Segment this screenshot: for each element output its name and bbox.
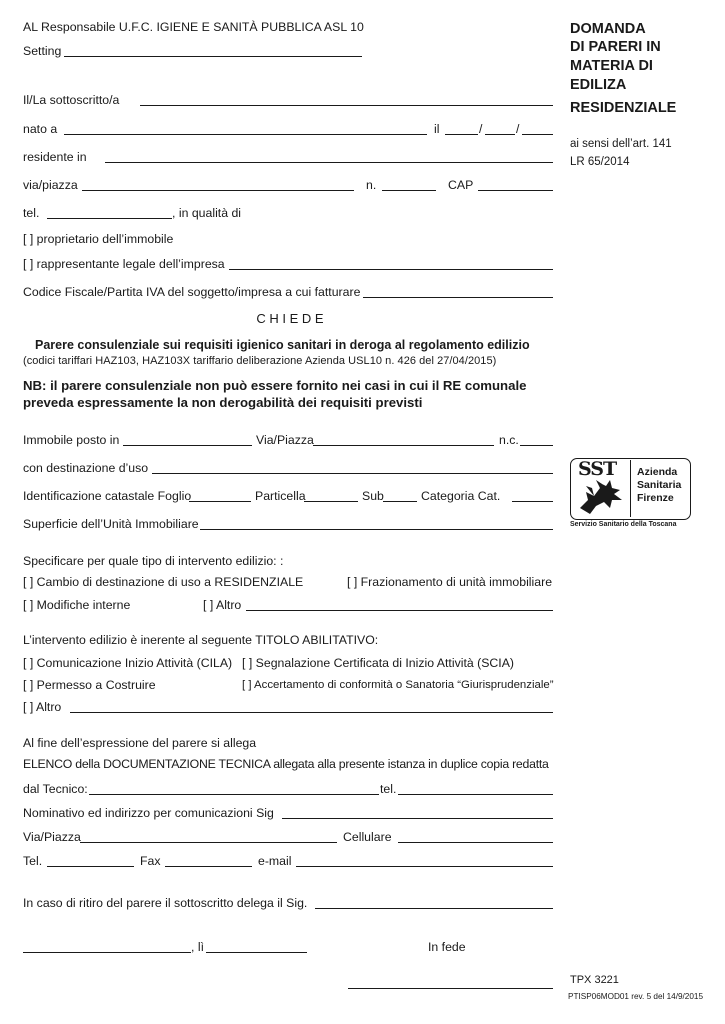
tel-field[interactable] [47,218,172,219]
allegati-tel-label: Tel. [23,854,43,868]
fax-label: Fax [140,854,161,868]
side-title-1: DOMANDA [570,21,646,37]
sottoscritto-field[interactable] [140,105,553,106]
logo-line-1: Azienda [637,466,678,478]
nb-line-2: preveda espressamente la non derogabilità dei requisiti previsti [23,395,423,410]
allegati-via-field[interactable] [80,842,337,843]
firma-field[interactable] [348,988,553,989]
sub-label: Sub [362,489,384,503]
nato-label: nato a [23,122,58,136]
residente-field[interactable] [105,162,553,163]
impresa-field[interactable] [229,269,553,270]
codice-fiscale-label: Codice Fiscale/Partita IVA del soggetto/impresa a cui fatturare [23,285,361,299]
side-ref-2: LR 65/2014 [570,156,630,168]
logo-line-3: Firenze [637,492,674,504]
intervento-altro-checkbox[interactable]: [ ] Altro [203,598,242,612]
titolo-altro-checkbox[interactable]: [ ] Altro [23,700,62,714]
side-ref-1: ai sensi dell’art. 141 [570,138,672,150]
titolo-altro-field[interactable] [70,712,553,713]
side-title-4: EDILIZA [570,77,627,93]
particella-field[interactable] [304,501,358,502]
side-title-3: MATERIA DI [570,58,653,74]
modifiche-checkbox[interactable]: [ ] Modifiche interne [23,598,131,612]
module-code: PTISP06MOD01 rev. 5 del 14/9/2015 [568,992,704,1001]
frazionamento-checkbox[interactable]: [ ] Frazionamento di unità immobiliare [347,575,553,589]
tpx-code: TPX 3221 [570,974,619,986]
tecnico-field[interactable] [89,794,379,795]
in-fede-label: In fede [428,940,466,954]
ritiro-label: In caso di ritiro del parere il sottoscritto delega il Sig. [23,896,308,910]
qualita-label: , in qualità di [172,206,242,220]
nb-line-1: NB: il parere consulenziale non può essere fornito nei casi in cui il RE comunale [23,378,527,393]
cellulare-field[interactable] [398,842,553,843]
catastale-label: Identificazione catastale Foglio [23,489,192,503]
nominativo-field[interactable] [282,818,553,819]
particella-label: Particella [255,489,306,503]
luogo-field[interactable] [23,952,191,953]
via-field[interactable] [82,190,354,191]
cambio-checkbox[interactable]: [ ] Cambio di destinazione di uso a RESIDENZIALE [23,575,304,589]
foglio-field[interactable] [189,501,251,502]
titolo-label: L’intervento edilizio è inerente al seguente TITOLO ABILITATIVO: [23,633,379,647]
intervento-altro-field[interactable] [246,610,553,611]
numero-label: n. [366,178,377,192]
cila-checkbox[interactable]: [ ] Comunicazione Inizio Attività (CILA) [23,656,233,670]
nc-label: n.c. [499,433,519,447]
cap-label: CAP [448,178,474,192]
setting-label: Setting [23,44,62,58]
tecnico-tel-field[interactable] [398,794,553,795]
birth-year-field[interactable] [522,134,553,135]
permesso-checkbox[interactable]: [ ] Permesso a Costruire [23,678,156,692]
side-title-5: RESIDENZIALE [570,100,677,116]
allegati-label: Al fine dell’espressione del parere si allega [23,736,257,750]
codici-note: (codici tariffari HAZ103, HAZ103X tariffario deliberazione Azienda USL10 n. 426 del 27/04/2015) [23,355,497,367]
sottoscritto-label: Il/La sottoscritto/a [23,93,120,107]
via-label: via/piazza [23,178,78,192]
accertamento-checkbox[interactable]: [ ] Accertamento di conformità o Sanatoria “Giurisprudenziale” [242,679,554,691]
numero-field[interactable] [382,190,436,191]
nc-field[interactable] [520,445,553,446]
codice-fiscale-field[interactable] [363,297,553,298]
side-title-2: DI PARERI IN [570,39,661,55]
asl-logo [570,458,690,533]
proprietario-checkbox[interactable]: [ ] proprietario dell’immobile [23,232,174,246]
categoria-label: Categoria Cat. [421,489,501,503]
email-label: e-mail [258,854,292,868]
fax-field[interactable] [165,866,252,867]
birth-day-field[interactable] [445,134,478,135]
tel-label: tel. [23,206,40,220]
parere-heading: Parere consulenziale sui requisiti igienico sanitari in deroga al regolamento edilizio [35,338,530,352]
email-field[interactable] [296,866,553,867]
superficie-field[interactable] [200,529,553,530]
intervento-label: Specificare per quale tipo di intervento edilizio: : [23,554,284,568]
birth-month-field[interactable] [485,134,515,135]
tecnico-label: dal Tecnico: [23,782,88,796]
immobile-label: Immobile posto in [23,433,120,447]
via-piazza-label: Via/Piazza [256,433,314,447]
scia-checkbox[interactable]: [ ] Segnalazione Certificata di Inizio Attività (SCIA) [242,656,515,670]
li-label: , lì [191,940,204,954]
nato-field[interactable] [64,134,427,135]
rappresentante-checkbox[interactable]: [ ] rappresentante legale dell’impresa [23,257,225,271]
residente-label: residente in [23,150,87,164]
data-field[interactable] [206,952,307,953]
recipient-line: AL Responsabile U.F.C. IGIENE E SANITÀ PUBBLICA ASL 10 [23,20,364,34]
superficie-label: Superficie dell’Unità Immobiliare [23,517,199,531]
il-label: il [434,122,440,136]
sub-field[interactable] [383,501,417,502]
allegati-via-label: Via/Piazza [23,830,81,844]
date-slash-2: / [516,122,520,136]
elenco-label: ELENCO della DOCUMENTAZIONE TECNICA allegata alla presente istanza in duplice copia redatta [23,757,549,771]
destinazione-field[interactable] [152,473,553,474]
pegasus-icon [576,478,628,516]
logo-line-2: Sanitaria [637,479,682,491]
cellulare-label: Cellulare [343,830,392,844]
logo-divider [630,460,631,517]
destinazione-label: con destinazione d’uso [23,461,149,475]
logo-sst: SST [578,458,617,480]
chiede-heading: C H I E D E [256,311,324,326]
tecnico-tel-label: tel. [380,782,397,796]
cap-field[interactable] [478,190,553,191]
delegato-field[interactable] [315,908,553,909]
via-piazza-field[interactable] [313,445,494,446]
nominativo-label: Nominativo ed indirizzo per comunicazioni Sig [23,806,274,820]
allegati-tel-field[interactable] [47,866,134,867]
logo-footer: Servizio Sanitario della Toscana [570,521,677,528]
categoria-field[interactable] [512,501,553,502]
immobile-field[interactable] [123,445,252,446]
setting-field[interactable] [64,56,362,57]
date-slash-1: / [479,122,483,136]
